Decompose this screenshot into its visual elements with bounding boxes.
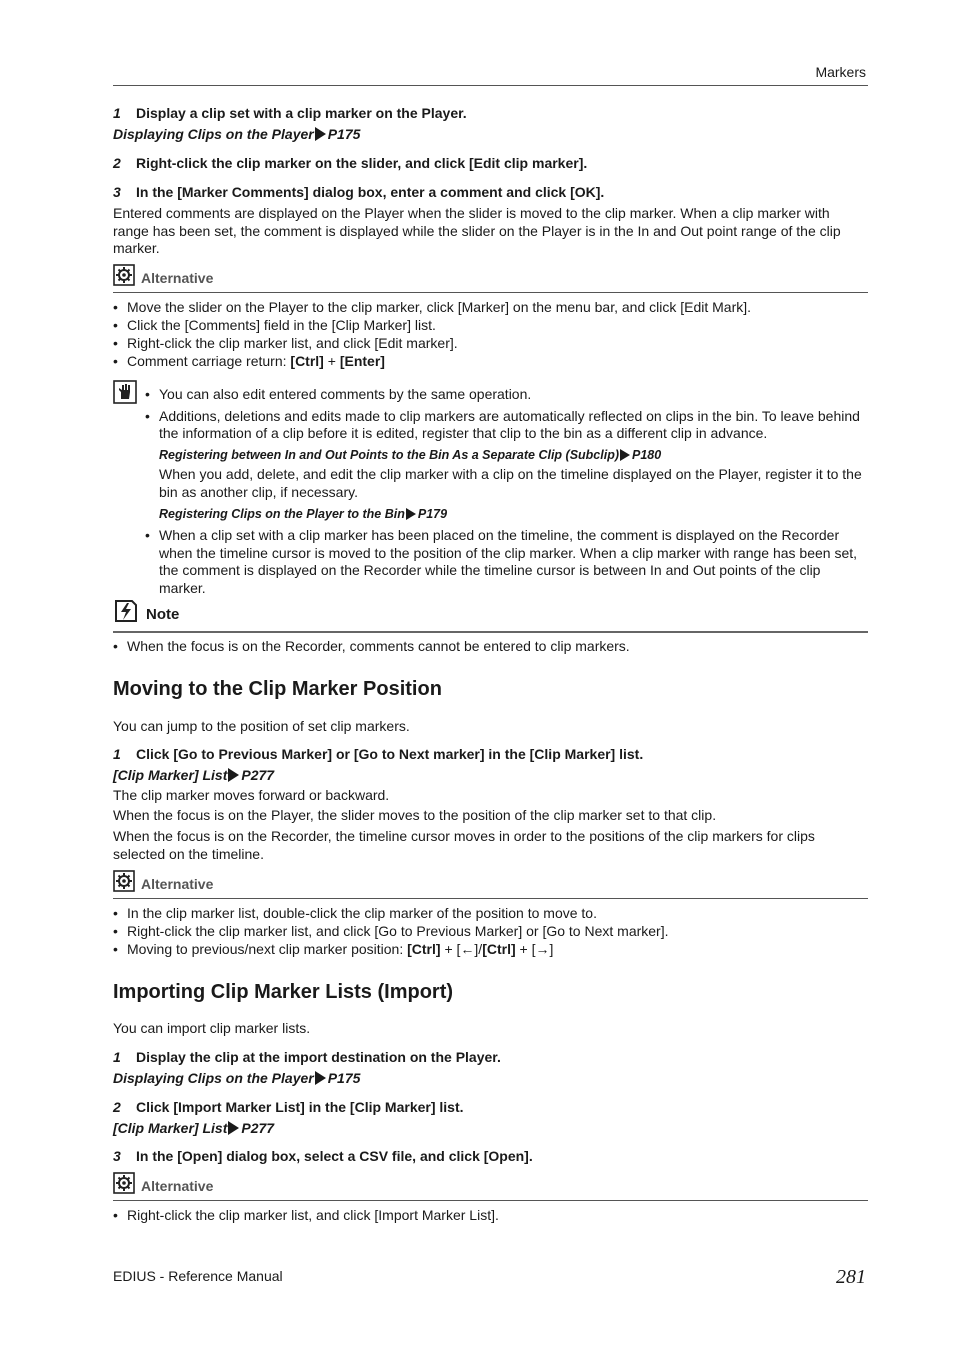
- step-result: The clip marker moves forward or backward.: [113, 787, 390, 803]
- step-1: 1 Click [Go to Previous Marker] or [Go to Next marker] in the [Clip Marker] list.: [113, 746, 644, 762]
- list-item: • Moving to previous/next clip marker position: [Ctrl] + [←]/[Ctrl] + [→]: [113, 940, 868, 958]
- arrow-right-icon: [406, 508, 416, 520]
- section-intro: You can jump to the position of set clip markers.: [113, 718, 410, 734]
- list-item: • Additions, deletions and edits made to clip markers are automatically reflected on clips in the bin. To leave behind the information of a clip before it is edited, register that clip to the bin as a different clip in advance. Registering between In and Out Points to the Bin As a Separate Clip (Subclip) P180 When you add, delete, and edit the clip marker with a clip on the timeline displayed on the Player, register it to the bin as another clip, if necessary. Registering Clips on the Player to the Bin P179: [145, 408, 868, 524]
- step-3: 3 In the [Open] dialog box, select a CSV file, and click [Open].: [113, 1148, 533, 1164]
- hand-tip-icon: [113, 380, 137, 404]
- alternative-header: Alternative: [113, 1172, 868, 1201]
- step-2: 2 Click [Import Marker List] in the [Clip Marker] list.: [113, 1099, 464, 1115]
- note-list: [113, 637, 868, 655]
- arrow-right-icon: [228, 768, 239, 782]
- list-item: • Right-click the clip marker list, and click [Import Marker List].: [113, 1206, 868, 1224]
- step-3: 3 In the [Marker Comments] dialog box, enter a comment and click [OK].: [113, 184, 605, 200]
- list-item: • Right-click the clip marker list, and click [Edit marker].: [113, 334, 868, 352]
- alternative-list: [113, 298, 868, 370]
- list-item: • Move the slider on the Player to the clip marker, click [Marker] on the menu bar, and click [Edit Mark].: [113, 298, 868, 316]
- gear-checklist-icon: [113, 1172, 135, 1194]
- alternative-list: [113, 904, 868, 958]
- list-item: • When the focus is on the Recorder, comments cannot be entered to clip markers.: [113, 637, 868, 655]
- note-header: Note: [113, 598, 868, 633]
- section-title: Moving to the Clip Marker Position: [113, 678, 442, 700]
- arrow-right-icon: [620, 449, 630, 461]
- running-header: Markers: [815, 64, 866, 80]
- cross-reference-link[interactable]: Displaying Clips on the Player P175: [113, 1070, 361, 1086]
- header-rule: [113, 85, 868, 86]
- page-number: 281: [836, 1266, 866, 1288]
- list-item: • When a clip set with a clip marker has been placed on the timeline, the comment is displayed on the Recorder when the timeline cursor is moved to the position of the clip marker. When a clip marker with range has been set, the comment is displayed on the Recorder while the timeline cursor is between In and Out points of the clip marker.: [145, 527, 868, 597]
- list-item: • In the clip marker list, double-click the clip marker of the position to move to.: [113, 904, 868, 922]
- section-intro: You can import clip marker lists.: [113, 1020, 311, 1036]
- list-item: • Comment carriage return: [Ctrl] + [Enter]: [113, 352, 868, 370]
- list-item: • You can also edit entered comments by the same operation.: [145, 386, 868, 404]
- alternative-header: Alternative: [113, 870, 868, 899]
- step-1: 1 Display the clip at the import destination on the Player.: [113, 1049, 501, 1065]
- step-3-description: Entered comments are displayed on the Player when the slider is moved to the clip marker. When a clip marker with range has been set, the comment is displayed while the slider on the Player is in the In and Out point range of the clip marker.: [113, 205, 841, 257]
- arrow-right-icon: [228, 1121, 239, 1135]
- gear-checklist-icon: [113, 870, 135, 892]
- cross-reference-link[interactable]: [Clip Marker] List P277: [113, 767, 275, 783]
- tips-list: [145, 386, 868, 598]
- gear-checklist-icon: [113, 264, 135, 286]
- section-title: Importing Clip Marker Lists (Import): [113, 981, 454, 1003]
- cross-reference-link[interactable]: Registering Clips on the Player to the Bin P179: [159, 506, 448, 521]
- step-1: 1 Display a clip set with a clip marker on the Player.: [113, 105, 467, 121]
- arrow-right-icon: [315, 127, 326, 141]
- arrow-right-icon: [315, 1071, 326, 1085]
- cross-reference-link[interactable]: [Clip Marker] List P277: [113, 1120, 275, 1136]
- footer-manual-title: EDIUS - Reference Manual: [113, 1268, 283, 1284]
- step-result: When the focus is on the Player, the slider moves to the position of the clip marker set to that clip.: [113, 807, 717, 823]
- cross-reference-link[interactable]: Registering between In and Out Points to the Bin As a Separate Clip (Subclip) P180: [159, 447, 662, 462]
- list-item: • Right-click the clip marker list, and click [Go to Previous Marker] or [Go to Next marker].: [113, 922, 868, 940]
- alternative-header: Alternative: [113, 264, 868, 293]
- step-result: When the focus is on the Recorder, the timeline cursor moves in order to the positions of the clip markers for clips selected on the timeline.: [113, 828, 815, 862]
- alternative-list: [113, 1206, 868, 1224]
- cross-reference-link[interactable]: Displaying Clips on the Player P175: [113, 126, 361, 142]
- step-2: 2 Right-click the clip marker on the slider, and click [Edit clip marker].: [113, 155, 588, 171]
- list-item: • Click the [Comments] field in the [Clip Marker] list.: [113, 316, 868, 334]
- note-lightning-icon: [113, 598, 139, 624]
